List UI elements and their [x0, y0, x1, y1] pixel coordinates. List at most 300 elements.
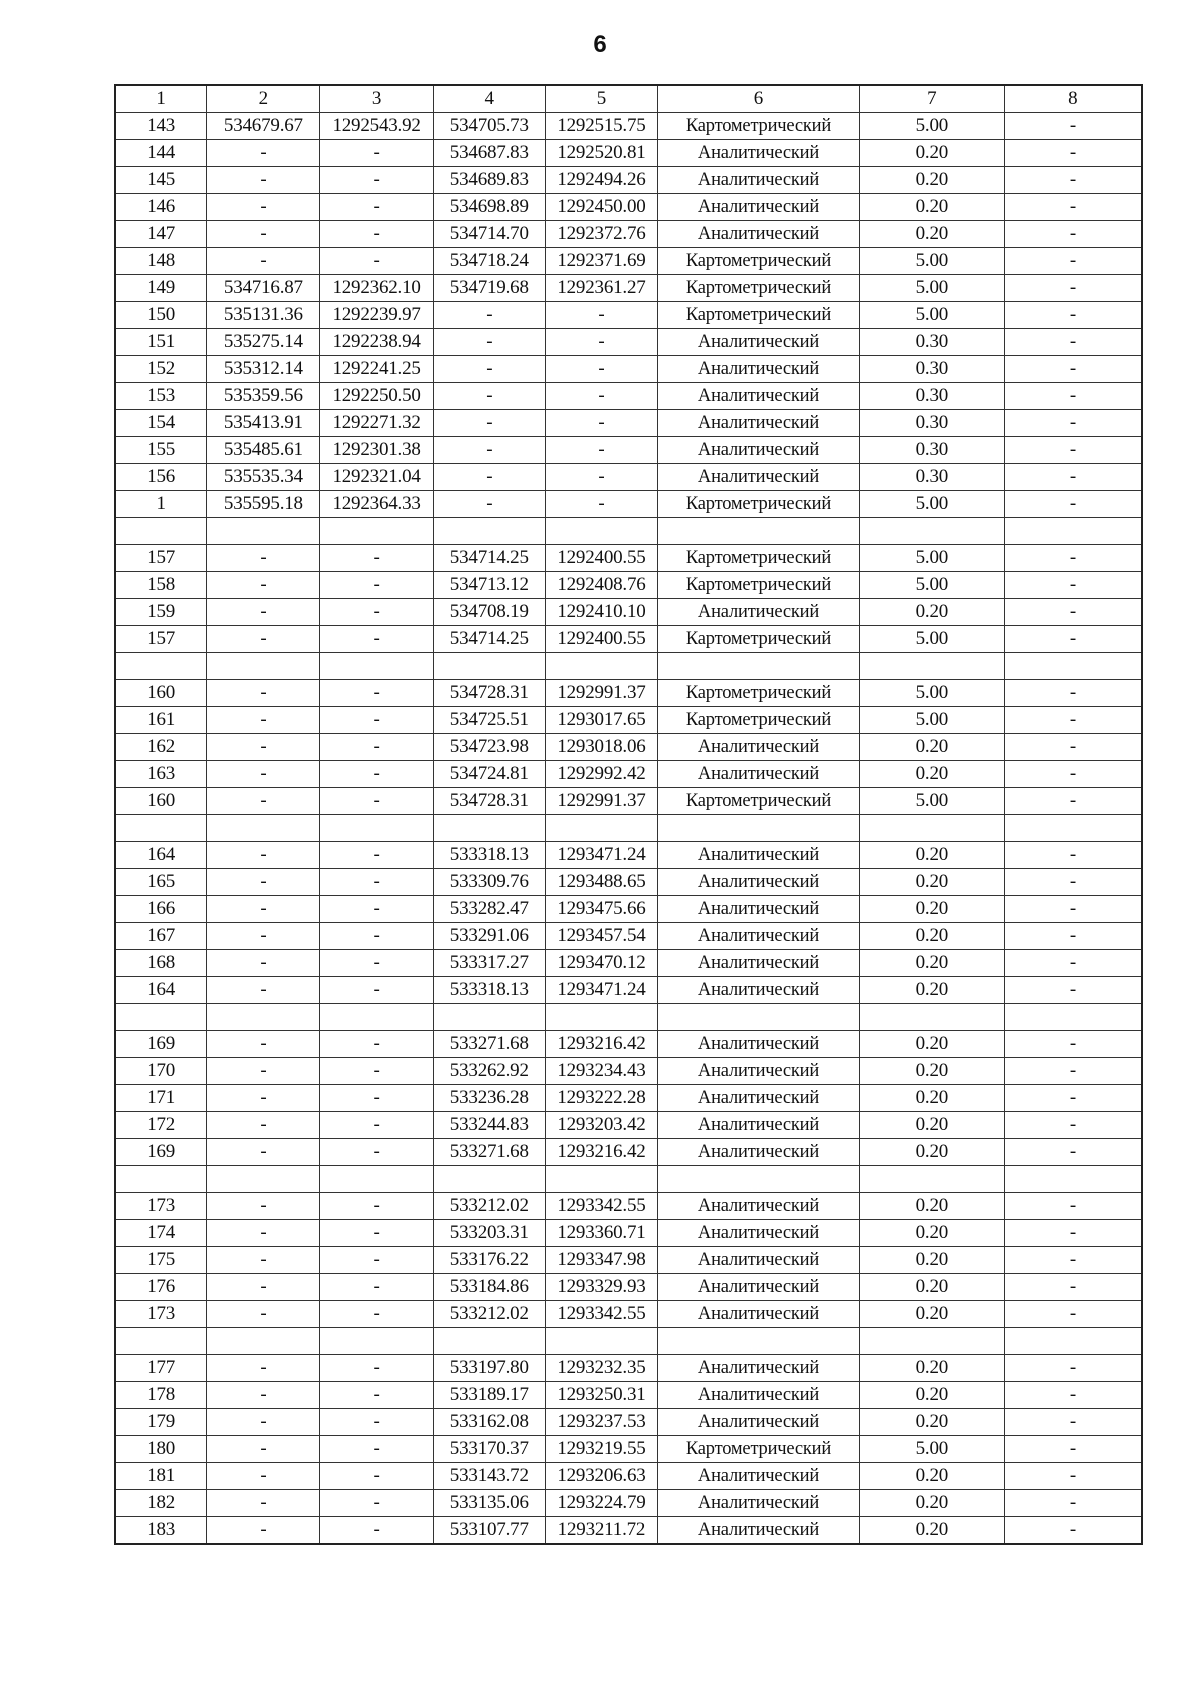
accuracy-cell: 0.20	[859, 1463, 1004, 1490]
y-old-cell: 1292239.97	[320, 302, 433, 329]
x-old-cell: -	[207, 1058, 320, 1085]
table-row	[115, 1031, 1142, 1058]
method-cell: Аналитический	[658, 464, 860, 491]
table-row	[115, 194, 1142, 221]
x-new-cell: 533244.83	[433, 1112, 545, 1139]
table-row	[115, 572, 1142, 599]
y-new-cell: 1293471.24	[545, 842, 657, 869]
method-cell: Картометрический	[658, 707, 860, 734]
method-cell: Картометрический	[658, 491, 860, 518]
note-cell: -	[1004, 302, 1142, 329]
y-old-cell: 1292321.04	[320, 464, 433, 491]
table-row	[115, 167, 1142, 194]
column-header: 7	[859, 85, 1004, 113]
note-cell: -	[1004, 1112, 1142, 1139]
accuracy-cell: 0.20	[859, 869, 1004, 896]
note-cell: -	[1004, 1031, 1142, 1058]
y-old-cell: 1292250.50	[320, 383, 433, 410]
table-row	[115, 896, 1142, 923]
accuracy-cell: 0.20	[859, 599, 1004, 626]
table-row	[115, 1220, 1142, 1247]
x-old-cell: 535535.34	[207, 464, 320, 491]
method-cell: Аналитический	[658, 1112, 860, 1139]
point-number-cell	[115, 815, 207, 842]
accuracy-cell: 0.30	[859, 383, 1004, 410]
note-cell	[1004, 1328, 1142, 1355]
note-cell: -	[1004, 113, 1142, 140]
point-number-cell: 166	[115, 896, 207, 923]
table-row	[115, 1004, 1142, 1031]
x-new-cell	[433, 1166, 545, 1193]
x-old-cell	[207, 518, 320, 545]
x-new-cell: 533236.28	[433, 1085, 545, 1112]
column-header: 6	[658, 85, 860, 113]
y-new-cell: -	[545, 410, 657, 437]
y-old-cell: -	[320, 788, 433, 815]
y-new-cell: 1292991.37	[545, 788, 657, 815]
x-old-cell: -	[207, 1301, 320, 1328]
accuracy-cell: 5.00	[859, 680, 1004, 707]
y-new-cell: 1293211.72	[545, 1517, 657, 1545]
point-number-cell: 155	[115, 437, 207, 464]
x-new-cell: 533309.76	[433, 869, 545, 896]
accuracy-cell: 0.20	[859, 167, 1004, 194]
method-cell: Аналитический	[658, 1409, 860, 1436]
point-number-cell: 178	[115, 1382, 207, 1409]
table-row	[115, 140, 1142, 167]
y-old-cell: -	[320, 761, 433, 788]
table-row	[115, 653, 1142, 680]
column-header: 8	[1004, 85, 1142, 113]
accuracy-cell: 0.20	[859, 194, 1004, 221]
note-cell: -	[1004, 1355, 1142, 1382]
method-cell: Картометрический	[658, 572, 860, 599]
table-row	[115, 626, 1142, 653]
accuracy-cell: 0.20	[859, 761, 1004, 788]
point-number-cell: 170	[115, 1058, 207, 1085]
note-cell: -	[1004, 680, 1142, 707]
y-new-cell: 1292450.00	[545, 194, 657, 221]
table-row	[115, 1301, 1142, 1328]
x-old-cell: -	[207, 896, 320, 923]
x-old-cell: -	[207, 572, 320, 599]
y-new-cell: 1293216.42	[545, 1031, 657, 1058]
table-row	[115, 329, 1142, 356]
x-new-cell: 534687.83	[433, 140, 545, 167]
x-old-cell: 534716.87	[207, 275, 320, 302]
point-number-cell: 164	[115, 977, 207, 1004]
note-cell: -	[1004, 1436, 1142, 1463]
x-old-cell: -	[207, 1031, 320, 1058]
y-old-cell: -	[320, 1247, 433, 1274]
table-row	[115, 869, 1142, 896]
method-cell: Аналитический	[658, 923, 860, 950]
x-old-cell	[207, 1166, 320, 1193]
x-old-cell: -	[207, 194, 320, 221]
note-cell: -	[1004, 275, 1142, 302]
accuracy-cell: 0.30	[859, 410, 1004, 437]
x-old-cell: 535312.14	[207, 356, 320, 383]
table-row	[115, 707, 1142, 734]
x-new-cell: -	[433, 437, 545, 464]
table-row	[115, 383, 1142, 410]
accuracy-cell	[859, 1004, 1004, 1031]
page-number: 6	[593, 31, 607, 58]
y-old-cell: -	[320, 869, 433, 896]
x-new-cell: 534714.25	[433, 626, 545, 653]
method-cell: Аналитический	[658, 1058, 860, 1085]
x-new-cell: 533212.02	[433, 1193, 545, 1220]
note-cell: -	[1004, 1409, 1142, 1436]
x-old-cell	[207, 1328, 320, 1355]
table-row	[115, 1058, 1142, 1085]
y-new-cell: 1292992.42	[545, 761, 657, 788]
y-new-cell: 1292991.37	[545, 680, 657, 707]
note-cell: -	[1004, 248, 1142, 275]
x-old-cell: -	[207, 1193, 320, 1220]
y-new-cell: 1292515.75	[545, 113, 657, 140]
y-old-cell: -	[320, 221, 433, 248]
method-cell: Аналитический	[658, 896, 860, 923]
y-new-cell: -	[545, 491, 657, 518]
y-new-cell: 1293206.63	[545, 1463, 657, 1490]
accuracy-cell	[859, 1166, 1004, 1193]
y-new-cell: -	[545, 329, 657, 356]
y-old-cell: 1292364.33	[320, 491, 433, 518]
y-new-cell: 1293237.53	[545, 1409, 657, 1436]
note-cell: -	[1004, 1517, 1142, 1545]
note-cell: -	[1004, 1463, 1142, 1490]
accuracy-cell: 0.20	[859, 734, 1004, 761]
y-old-cell	[320, 815, 433, 842]
x-old-cell: -	[207, 734, 320, 761]
method-cell: Аналитический	[658, 1463, 860, 1490]
table-row	[115, 221, 1142, 248]
y-old-cell: -	[320, 572, 433, 599]
x-old-cell	[207, 815, 320, 842]
table-row	[115, 1193, 1142, 1220]
note-cell: -	[1004, 221, 1142, 248]
point-number-cell: 180	[115, 1436, 207, 1463]
accuracy-cell: 0.30	[859, 464, 1004, 491]
y-old-cell: -	[320, 1058, 433, 1085]
accuracy-cell	[859, 653, 1004, 680]
x-new-cell: 533170.37	[433, 1436, 545, 1463]
method-cell: Аналитический	[658, 1139, 860, 1166]
x-new-cell: 533197.80	[433, 1355, 545, 1382]
point-number-cell: 173	[115, 1301, 207, 1328]
x-old-cell: -	[207, 842, 320, 869]
x-new-cell: -	[433, 302, 545, 329]
x-new-cell: 533271.68	[433, 1031, 545, 1058]
x-old-cell: -	[207, 977, 320, 1004]
x-old-cell: -	[207, 599, 320, 626]
y-new-cell: 1293017.65	[545, 707, 657, 734]
table-row	[115, 248, 1142, 275]
y-old-cell: -	[320, 545, 433, 572]
point-number-cell: 146	[115, 194, 207, 221]
method-cell: Аналитический	[658, 140, 860, 167]
y-new-cell: 1292372.76	[545, 221, 657, 248]
note-cell: -	[1004, 977, 1142, 1004]
x-old-cell: -	[207, 1436, 320, 1463]
point-number-cell: 148	[115, 248, 207, 275]
note-cell: -	[1004, 356, 1142, 383]
point-number-cell: 168	[115, 950, 207, 977]
table-row	[115, 1247, 1142, 1274]
x-old-cell: -	[207, 950, 320, 977]
note-cell: -	[1004, 140, 1142, 167]
y-new-cell: 1293250.31	[545, 1382, 657, 1409]
column-header: 4	[433, 85, 545, 113]
note-cell: -	[1004, 491, 1142, 518]
accuracy-cell: 0.20	[859, 1220, 1004, 1247]
x-old-cell: 535413.91	[207, 410, 320, 437]
table-row	[115, 842, 1142, 869]
y-old-cell: -	[320, 1274, 433, 1301]
x-new-cell: -	[433, 491, 545, 518]
y-old-cell: -	[320, 680, 433, 707]
accuracy-cell: 5.00	[859, 113, 1004, 140]
y-new-cell: 1293457.54	[545, 923, 657, 950]
method-cell: Аналитический	[658, 1301, 860, 1328]
x-old-cell: -	[207, 761, 320, 788]
accuracy-cell	[859, 815, 1004, 842]
y-new-cell: 1293475.66	[545, 896, 657, 923]
note-cell	[1004, 518, 1142, 545]
y-old-cell	[320, 653, 433, 680]
y-old-cell: 1292543.92	[320, 113, 433, 140]
table-row	[115, 1463, 1142, 1490]
x-old-cell: -	[207, 248, 320, 275]
x-new-cell: 534728.31	[433, 788, 545, 815]
accuracy-cell: 0.20	[859, 1355, 1004, 1382]
y-old-cell: -	[320, 734, 433, 761]
x-new-cell: 533291.06	[433, 923, 545, 950]
point-number-cell: 177	[115, 1355, 207, 1382]
y-old-cell: -	[320, 194, 433, 221]
accuracy-cell: 0.20	[859, 140, 1004, 167]
y-old-cell: -	[320, 1409, 433, 1436]
method-cell: Аналитический	[658, 383, 860, 410]
note-cell: -	[1004, 842, 1142, 869]
method-cell: Аналитический	[658, 410, 860, 437]
y-old-cell	[320, 1004, 433, 1031]
note-cell: -	[1004, 167, 1142, 194]
point-number-cell: 181	[115, 1463, 207, 1490]
point-number-cell: 173	[115, 1193, 207, 1220]
x-new-cell: 533176.22	[433, 1247, 545, 1274]
y-old-cell: 1292271.32	[320, 410, 433, 437]
x-new-cell: 534705.73	[433, 113, 545, 140]
y-new-cell: -	[545, 383, 657, 410]
table-row	[115, 977, 1142, 1004]
point-number-cell: 149	[115, 275, 207, 302]
accuracy-cell: 5.00	[859, 626, 1004, 653]
y-old-cell: -	[320, 1463, 433, 1490]
x-old-cell: 535275.14	[207, 329, 320, 356]
note-cell: -	[1004, 1193, 1142, 1220]
point-number-cell: 151	[115, 329, 207, 356]
y-new-cell: 1293347.98	[545, 1247, 657, 1274]
x-old-cell: -	[207, 707, 320, 734]
note-cell: -	[1004, 410, 1142, 437]
y-old-cell: -	[320, 1517, 433, 1545]
coordinates-table	[114, 84, 1143, 1545]
accuracy-cell: 0.20	[859, 1274, 1004, 1301]
note-cell: -	[1004, 1139, 1142, 1166]
table-row	[115, 761, 1142, 788]
x-new-cell: -	[433, 410, 545, 437]
table-row	[115, 518, 1142, 545]
x-new-cell: 534723.98	[433, 734, 545, 761]
table-row	[115, 275, 1142, 302]
note-cell: -	[1004, 734, 1142, 761]
method-cell: Аналитический	[658, 950, 860, 977]
point-number-cell: 176	[115, 1274, 207, 1301]
note-cell: -	[1004, 572, 1142, 599]
method-cell	[658, 1166, 860, 1193]
table-row	[115, 680, 1142, 707]
x-old-cell: -	[207, 1490, 320, 1517]
accuracy-cell: 0.20	[859, 1085, 1004, 1112]
table-row	[115, 1328, 1142, 1355]
accuracy-cell: 5.00	[859, 788, 1004, 815]
y-new-cell: 1292410.10	[545, 599, 657, 626]
note-cell: -	[1004, 707, 1142, 734]
table-body	[115, 113, 1142, 1545]
note-cell: -	[1004, 464, 1142, 491]
y-old-cell: 1292241.25	[320, 356, 433, 383]
y-new-cell: -	[545, 437, 657, 464]
y-old-cell: 1292238.94	[320, 329, 433, 356]
table-row	[115, 815, 1142, 842]
accuracy-cell: 0.30	[859, 356, 1004, 383]
y-new-cell: 1292494.26	[545, 167, 657, 194]
x-new-cell: 534728.31	[433, 680, 545, 707]
x-old-cell: -	[207, 1085, 320, 1112]
x-new-cell: 533318.13	[433, 977, 545, 1004]
method-cell: Аналитический	[658, 1193, 860, 1220]
column-header: 1	[115, 85, 207, 113]
table-row	[115, 1517, 1142, 1545]
column-header: 3	[320, 85, 433, 113]
point-number-cell: 154	[115, 410, 207, 437]
x-new-cell: 533317.27	[433, 950, 545, 977]
y-new-cell: 1293329.93	[545, 1274, 657, 1301]
point-number-cell: 169	[115, 1031, 207, 1058]
accuracy-cell: 0.20	[859, 1490, 1004, 1517]
y-old-cell	[320, 1166, 433, 1193]
x-new-cell: 533184.86	[433, 1274, 545, 1301]
method-cell: Картометрический	[658, 248, 860, 275]
y-old-cell: -	[320, 248, 433, 275]
method-cell: Аналитический	[658, 977, 860, 1004]
y-new-cell: 1293219.55	[545, 1436, 657, 1463]
x-new-cell: 534714.70	[433, 221, 545, 248]
method-cell: Аналитический	[658, 1382, 860, 1409]
note-cell: -	[1004, 761, 1142, 788]
point-number-cell	[115, 1004, 207, 1031]
y-old-cell: -	[320, 923, 433, 950]
accuracy-cell: 0.20	[859, 1301, 1004, 1328]
accuracy-cell: 0.20	[859, 1247, 1004, 1274]
accuracy-cell: 0.20	[859, 1517, 1004, 1545]
point-number-cell	[115, 518, 207, 545]
point-number-cell: 153	[115, 383, 207, 410]
y-old-cell	[320, 1328, 433, 1355]
x-old-cell: -	[207, 1220, 320, 1247]
table-row	[115, 923, 1142, 950]
y-old-cell: -	[320, 1139, 433, 1166]
y-old-cell: -	[320, 1355, 433, 1382]
note-cell: -	[1004, 788, 1142, 815]
accuracy-cell: 0.20	[859, 1193, 1004, 1220]
method-cell: Картометрический	[658, 275, 860, 302]
y-new-cell: 1293232.35	[545, 1355, 657, 1382]
x-old-cell: -	[207, 869, 320, 896]
y-new-cell: 1293470.12	[545, 950, 657, 977]
note-cell: -	[1004, 1274, 1142, 1301]
point-number-cell: 159	[115, 599, 207, 626]
accuracy-cell: 5.00	[859, 491, 1004, 518]
y-old-cell: -	[320, 1301, 433, 1328]
x-old-cell: -	[207, 1409, 320, 1436]
y-new-cell	[545, 518, 657, 545]
point-number-cell: 160	[115, 680, 207, 707]
note-cell: -	[1004, 1085, 1142, 1112]
x-old-cell: -	[207, 788, 320, 815]
y-new-cell: 1292400.55	[545, 626, 657, 653]
x-old-cell: -	[207, 1274, 320, 1301]
y-new-cell	[545, 1166, 657, 1193]
x-new-cell	[433, 815, 545, 842]
method-cell: Аналитический	[658, 734, 860, 761]
accuracy-cell: 0.20	[859, 896, 1004, 923]
y-old-cell: -	[320, 599, 433, 626]
table-row	[115, 1490, 1142, 1517]
point-number-cell: 172	[115, 1112, 207, 1139]
x-old-cell: -	[207, 1355, 320, 1382]
table-row	[115, 545, 1142, 572]
x-new-cell: -	[433, 383, 545, 410]
note-cell: -	[1004, 896, 1142, 923]
x-new-cell: 534724.81	[433, 761, 545, 788]
y-new-cell: 1293018.06	[545, 734, 657, 761]
y-old-cell: -	[320, 1490, 433, 1517]
y-old-cell: -	[320, 1031, 433, 1058]
table-row	[115, 491, 1142, 518]
point-number-cell: 147	[115, 221, 207, 248]
y-new-cell: 1293360.71	[545, 1220, 657, 1247]
y-old-cell: -	[320, 950, 433, 977]
table-row	[115, 950, 1142, 977]
y-new-cell: 1293216.42	[545, 1139, 657, 1166]
x-new-cell: 533203.31	[433, 1220, 545, 1247]
y-new-cell: 1293342.55	[545, 1193, 657, 1220]
point-number-cell: 162	[115, 734, 207, 761]
y-new-cell: 1292400.55	[545, 545, 657, 572]
table-row	[115, 464, 1142, 491]
point-number-cell: 152	[115, 356, 207, 383]
x-new-cell: 533318.13	[433, 842, 545, 869]
y-old-cell: -	[320, 1220, 433, 1247]
y-new-cell: 1293471.24	[545, 977, 657, 1004]
note-cell: -	[1004, 1058, 1142, 1085]
point-number-cell: 144	[115, 140, 207, 167]
accuracy-cell: 0.20	[859, 842, 1004, 869]
x-new-cell: 534714.25	[433, 545, 545, 572]
